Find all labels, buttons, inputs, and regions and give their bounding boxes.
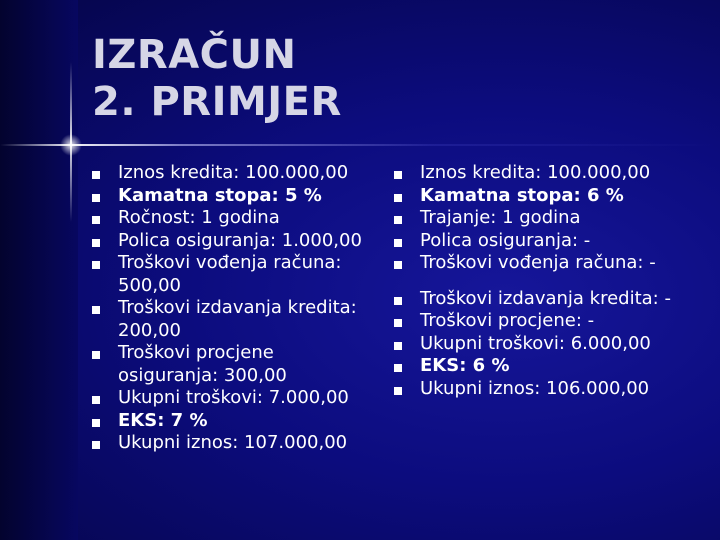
list-item-text: Polica osiguranja: - bbox=[420, 229, 591, 251]
list-item-text: Troškovi vođenja računa: 500,00 bbox=[118, 252, 342, 296]
list-item bbox=[92, 230, 362, 253]
list-item-text: Kamatna stopa: 6 % bbox=[420, 184, 624, 206]
square-bullet-icon bbox=[394, 194, 402, 202]
slide-title-line-1: IZRAČUN bbox=[92, 32, 297, 78]
list-item bbox=[394, 333, 694, 356]
list-item bbox=[394, 162, 694, 185]
square-bullet-icon bbox=[92, 306, 100, 314]
square-bullet-icon bbox=[92, 261, 100, 269]
list-item-text: Troškovi izdavanja kredita: 200,00 bbox=[118, 297, 357, 341]
list-item bbox=[92, 432, 362, 455]
list-item bbox=[92, 207, 362, 230]
square-bullet-icon bbox=[394, 216, 402, 224]
square-bullet-icon bbox=[92, 239, 100, 247]
square-bullet-icon bbox=[92, 396, 100, 404]
square-bullet-icon bbox=[394, 319, 402, 327]
list-item-text: Troškovi procjene osiguranja: 300,00 bbox=[118, 342, 287, 386]
list-item bbox=[394, 207, 694, 230]
list-item bbox=[92, 252, 362, 297]
list-item bbox=[394, 378, 694, 401]
square-bullet-icon bbox=[394, 261, 402, 269]
left-shade-panel bbox=[0, 0, 78, 540]
list-item-text: Ukupni troškovi: 7.000,00 bbox=[118, 387, 349, 408]
list-item bbox=[92, 162, 362, 185]
list-item-text: Iznos kredita: 100.000,00 bbox=[118, 162, 349, 183]
list-item-text: Kamatna stopa: 5 % bbox=[118, 184, 322, 206]
slide-title bbox=[92, 32, 342, 126]
left-bullet-list bbox=[92, 162, 362, 455]
list-item-text: Troškovi izdavanja kredita: - bbox=[420, 287, 671, 309]
list-item bbox=[394, 185, 694, 208]
square-bullet-icon bbox=[394, 364, 402, 372]
list-item-text: Polica osiguranja: 1.000,00 bbox=[118, 229, 362, 251]
square-bullet-icon bbox=[92, 216, 100, 224]
square-bullet-icon bbox=[394, 171, 402, 179]
list-item-text: Ročnost: 1 godina bbox=[118, 207, 280, 228]
list-item bbox=[92, 387, 362, 410]
list-item-text: Troškovi procjene: - bbox=[420, 310, 595, 331]
slide-title-line-2: 2. PRIMJER bbox=[92, 79, 342, 125]
square-bullet-icon bbox=[394, 239, 402, 247]
list-item bbox=[394, 288, 694, 311]
list-item bbox=[394, 252, 694, 275]
list-item bbox=[394, 355, 694, 378]
sparkle-horizontal-line bbox=[0, 144, 720, 146]
list-item-text: Ukupni iznos: 106.000,00 bbox=[420, 377, 650, 399]
list-item-text: EKS: 7 % bbox=[118, 409, 208, 431]
sparkle-glow bbox=[60, 134, 82, 156]
square-bullet-icon bbox=[92, 194, 100, 202]
list-item-text: Ukupni iznos: 107.000,00 bbox=[118, 432, 348, 453]
square-bullet-icon bbox=[92, 441, 100, 449]
list-item-text: Ukupni troškovi: 6.000,00 bbox=[420, 332, 651, 354]
list-item-text: Troškovi vođenja računa: - bbox=[420, 252, 656, 273]
list-item bbox=[92, 342, 362, 387]
list-item bbox=[92, 297, 362, 342]
square-bullet-icon bbox=[394, 387, 402, 395]
square-bullet-icon bbox=[92, 171, 100, 179]
list-item bbox=[394, 310, 694, 333]
list-item-text: Trajanje: 1 godina bbox=[420, 207, 581, 228]
list-item bbox=[92, 410, 362, 433]
square-bullet-icon bbox=[394, 297, 402, 305]
square-bullet-icon bbox=[92, 351, 100, 359]
list-item bbox=[394, 230, 694, 253]
right-bullet-list bbox=[394, 162, 694, 400]
list-item bbox=[92, 185, 362, 208]
square-bullet-icon bbox=[92, 419, 100, 427]
square-bullet-icon bbox=[394, 342, 402, 350]
list-item-text: Iznos kredita: 100.000,00 bbox=[420, 162, 651, 183]
list-item-text: EKS: 6 % bbox=[420, 355, 510, 376]
